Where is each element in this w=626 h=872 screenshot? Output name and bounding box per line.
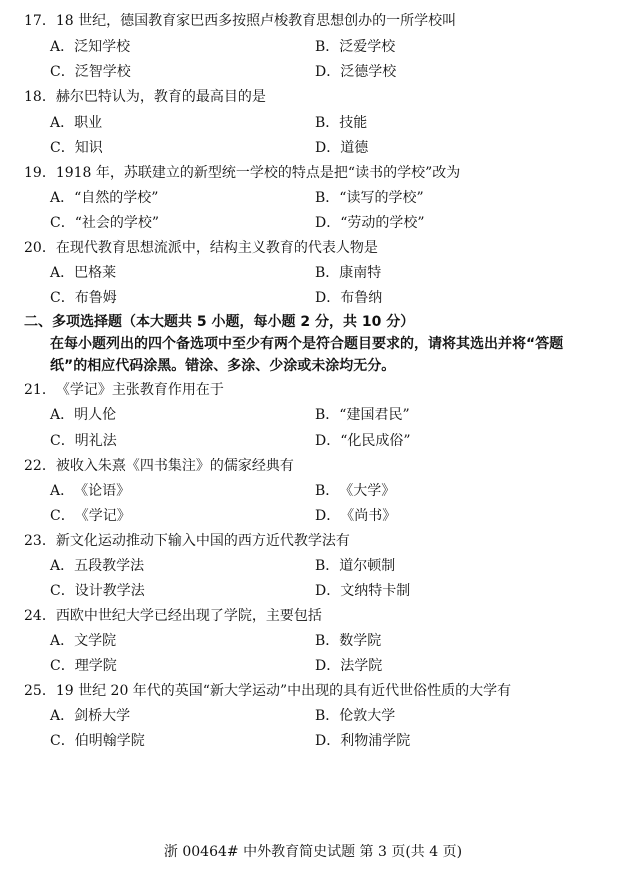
option-b bbox=[315, 630, 381, 652]
section-instructions-line-2: 纸”的相应代码涂黑。错涂、多涂、少涂或未涂均无分。 bbox=[50, 358, 396, 374]
option-letter: B． bbox=[315, 558, 340, 574]
option-d bbox=[315, 430, 411, 452]
option-text: 泛爱学校 bbox=[339, 39, 396, 55]
question-number: 20． bbox=[24, 240, 56, 256]
option-letter: B． bbox=[315, 407, 340, 423]
option-letter: B． bbox=[315, 265, 340, 281]
question-21 bbox=[24, 379, 614, 401]
option-letter: D． bbox=[315, 658, 341, 674]
option-text: “劳动的学校” bbox=[340, 215, 425, 231]
option-row bbox=[50, 287, 610, 309]
question-stem: 新文化运动推动下输入中国的西方近代教学法有 bbox=[55, 533, 350, 549]
option-b bbox=[315, 404, 410, 426]
option-a bbox=[50, 555, 144, 577]
option-text: 职业 bbox=[74, 115, 103, 131]
option-letter: C． bbox=[50, 140, 75, 156]
option-b bbox=[315, 36, 395, 58]
option-text: 文纳特卡制 bbox=[340, 583, 411, 599]
option-c bbox=[50, 655, 117, 677]
option-b bbox=[315, 480, 395, 502]
option-d bbox=[315, 580, 410, 602]
option-letter: C． bbox=[50, 658, 75, 674]
option-text: 明礼法 bbox=[74, 433, 117, 449]
option-c bbox=[50, 730, 145, 752]
question-number: 17． bbox=[24, 13, 56, 29]
option-text: 剑桥大学 bbox=[74, 708, 131, 724]
question-number: 25． bbox=[24, 683, 56, 699]
option-row bbox=[50, 404, 610, 426]
question-stem: 1918 年，苏联建立的新型统一学校的特点是把“读书的学校”改为 bbox=[55, 165, 461, 181]
option-c bbox=[50, 212, 159, 234]
option-text: 法学院 bbox=[340, 658, 383, 674]
question-stem: 被收入朱熹《四书集注》的儒家经典有 bbox=[55, 458, 294, 474]
option-row bbox=[50, 580, 610, 602]
option-text: 利物浦学院 bbox=[340, 733, 411, 749]
option-text: 《学记》 bbox=[74, 508, 131, 524]
question-stem: 赫尔巴特认为，教育的最高目的是 bbox=[55, 89, 266, 105]
option-text: 巴格莱 bbox=[74, 265, 117, 281]
option-letter: A． bbox=[50, 115, 75, 131]
question-24 bbox=[24, 605, 614, 627]
option-letter: A． bbox=[50, 483, 75, 499]
option-text: 知识 bbox=[74, 140, 103, 156]
option-text: 数学院 bbox=[339, 633, 382, 649]
option-row bbox=[50, 730, 610, 752]
option-b bbox=[315, 262, 381, 284]
option-letter: C． bbox=[50, 64, 75, 80]
question-number: 22． bbox=[24, 458, 56, 474]
option-a bbox=[50, 705, 130, 727]
option-letter: A． bbox=[50, 407, 75, 423]
option-c bbox=[50, 580, 145, 602]
question-20 bbox=[24, 237, 614, 259]
option-text: 五段教学法 bbox=[74, 558, 145, 574]
option-c bbox=[50, 61, 131, 83]
option-a bbox=[50, 112, 102, 134]
option-text: “社会的学校” bbox=[74, 215, 160, 231]
option-letter: A． bbox=[50, 265, 75, 281]
option-d bbox=[315, 287, 382, 309]
option-letter: B． bbox=[315, 483, 340, 499]
option-d bbox=[315, 61, 396, 83]
option-text: 道尔顿制 bbox=[339, 558, 396, 574]
option-c bbox=[50, 137, 103, 159]
option-letter: D． bbox=[315, 433, 341, 449]
option-letter: D． bbox=[315, 290, 341, 306]
question-17 bbox=[24, 10, 614, 32]
option-row bbox=[50, 480, 610, 502]
option-text: 设计教学法 bbox=[74, 583, 145, 599]
option-text: 泛知学校 bbox=[74, 39, 131, 55]
option-a bbox=[50, 262, 116, 284]
option-b bbox=[315, 705, 395, 727]
option-b bbox=[315, 112, 367, 134]
option-b bbox=[315, 187, 424, 209]
option-letter: D． bbox=[315, 508, 341, 524]
option-letter: C． bbox=[50, 290, 75, 306]
option-letter: B． bbox=[315, 633, 340, 649]
option-letter: A． bbox=[50, 39, 75, 55]
question-number: 18． bbox=[24, 89, 56, 105]
option-d bbox=[315, 212, 425, 234]
option-letter: A． bbox=[50, 190, 75, 206]
option-row bbox=[50, 705, 610, 727]
option-a bbox=[50, 630, 116, 652]
option-d bbox=[315, 655, 382, 677]
option-text: “读写的学校” bbox=[339, 190, 424, 206]
option-text: 泛智学校 bbox=[74, 64, 131, 80]
section-instructions-line-1: 在每小题列出的四个备选项中至少有两个是符合题目要求的，请将其选出并将“答题 bbox=[50, 336, 564, 352]
option-row bbox=[50, 630, 610, 652]
option-letter: B． bbox=[315, 39, 340, 55]
option-letter: B． bbox=[315, 190, 340, 206]
option-letter: D． bbox=[315, 215, 341, 231]
option-text: “化民成俗” bbox=[340, 433, 411, 449]
option-a bbox=[50, 187, 158, 209]
option-c bbox=[50, 287, 117, 309]
option-letter: A． bbox=[50, 708, 75, 724]
question-19 bbox=[24, 162, 614, 184]
option-letter: C． bbox=[50, 215, 75, 231]
option-letter: D． bbox=[315, 583, 341, 599]
option-text: 《尚书》 bbox=[340, 508, 397, 524]
option-row bbox=[50, 61, 610, 83]
option-letter: B． bbox=[315, 115, 340, 131]
page-footer: 浙 00464# 中外教育简史试题 第 3 页(共 4 页) bbox=[163, 844, 463, 860]
option-row bbox=[50, 36, 610, 58]
section-title: 二、多项选择题（本大题共 5 小题，每小题 2 分，共 10 分） bbox=[24, 314, 415, 330]
question-stem: 18 世纪，德国教育家巴西多按照卢梭教育思想创办的一所学校叫 bbox=[55, 13, 457, 29]
option-text: 康南特 bbox=[339, 265, 382, 281]
option-text: 布鲁姆 bbox=[74, 290, 117, 306]
question-number: 24． bbox=[24, 608, 56, 624]
option-letter: B． bbox=[315, 708, 340, 724]
option-row bbox=[50, 137, 610, 159]
option-row bbox=[50, 555, 610, 577]
option-c bbox=[50, 430, 117, 452]
question-stem: 19 世纪 20 年代的英国“新大学运动”中出现的具有近代世俗性质的大学有 bbox=[55, 683, 512, 699]
option-letter: A． bbox=[50, 558, 75, 574]
option-a bbox=[50, 480, 130, 502]
option-row bbox=[50, 262, 610, 284]
option-a bbox=[50, 404, 116, 426]
option-text: 《论语》 bbox=[74, 483, 131, 499]
option-text: “建国君民” bbox=[339, 407, 410, 423]
question-23 bbox=[24, 530, 614, 552]
option-row bbox=[50, 430, 610, 452]
option-text: 文学院 bbox=[74, 633, 117, 649]
option-letter: C． bbox=[50, 433, 75, 449]
question-stem: 西欧中世纪大学已经出现了学院，主要包括 bbox=[55, 608, 322, 624]
option-text: 技能 bbox=[339, 115, 368, 131]
option-d bbox=[315, 505, 396, 527]
option-text: 理学院 bbox=[74, 658, 117, 674]
question-18 bbox=[24, 86, 614, 108]
question-22 bbox=[24, 455, 614, 477]
option-row bbox=[50, 112, 610, 134]
question-stem: 在现代教育思想流派中，结构主义教育的代表人物是 bbox=[55, 240, 378, 256]
option-letter: C． bbox=[50, 508, 75, 524]
option-letter: C． bbox=[50, 733, 75, 749]
option-letter: A． bbox=[50, 633, 75, 649]
option-d bbox=[315, 730, 410, 752]
option-text: 《大学》 bbox=[339, 483, 396, 499]
option-letter: D． bbox=[315, 64, 341, 80]
option-text: 泛德学校 bbox=[340, 64, 397, 80]
option-b bbox=[315, 555, 395, 577]
option-text: 明人伦 bbox=[74, 407, 117, 423]
option-d bbox=[315, 137, 368, 159]
option-text: 道德 bbox=[340, 140, 369, 156]
question-25 bbox=[24, 680, 614, 702]
question-stem: 《学记》主张教育作用在于 bbox=[55, 382, 224, 398]
question-number: 23． bbox=[24, 533, 56, 549]
option-text: “自然的学校” bbox=[74, 190, 159, 206]
option-letter: C． bbox=[50, 583, 75, 599]
option-text: 布鲁纳 bbox=[340, 290, 383, 306]
question-number: 21． bbox=[24, 382, 56, 398]
question-number: 19． bbox=[24, 165, 56, 181]
option-letter: D． bbox=[315, 733, 341, 749]
option-letter: D． bbox=[315, 140, 341, 156]
option-row bbox=[50, 187, 610, 209]
option-row bbox=[50, 505, 610, 527]
option-c bbox=[50, 505, 131, 527]
option-row bbox=[50, 212, 610, 234]
option-text: 伦敦大学 bbox=[339, 708, 396, 724]
option-row bbox=[50, 655, 610, 677]
option-text: 伯明翰学院 bbox=[74, 733, 145, 749]
option-a bbox=[50, 36, 130, 58]
